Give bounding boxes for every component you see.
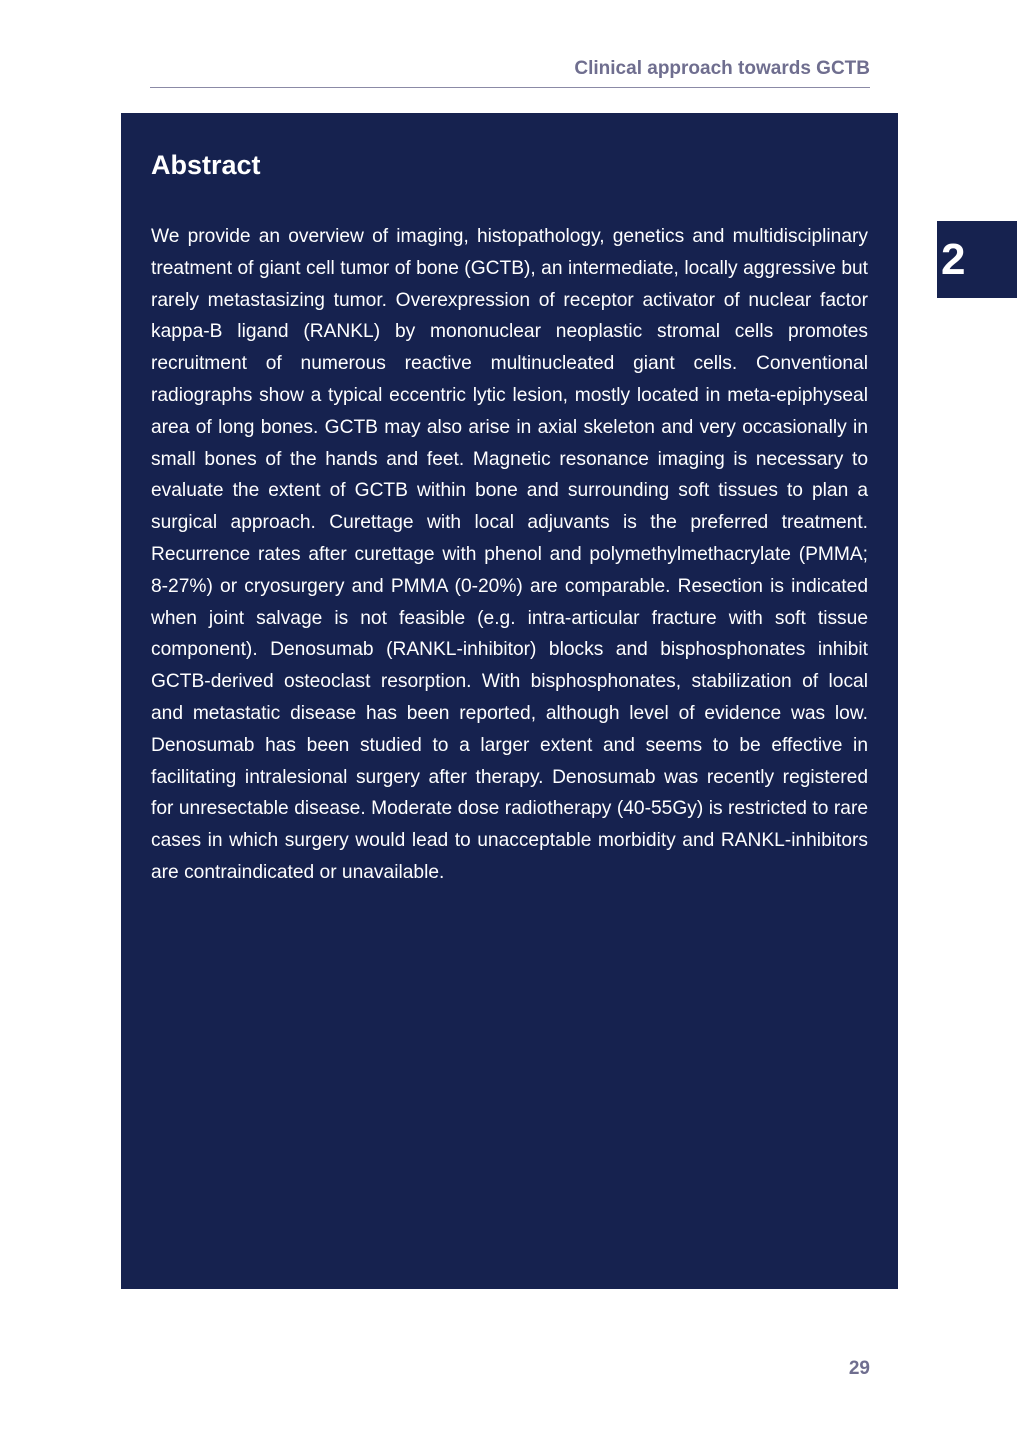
abstract-body-text: We provide an overview of imaging, histopathology, genetics and multidisciplinary treatment of giant cell tumor of bone (GCTB), an intermediate, locally aggressive but rarely metastasizing tumor. Overexpression of receptor activator of nuclear factor kappa-B ligand (RANKL) by mononuclear neoplastic stromal cells promotes recruitment of numerous reactive multinucleated giant cells. Conventional radiographs show a typical eccentric lytic lesion, mostly located in meta-epiphyseal area of long bones. GCTB may also arise in axial skeleton and very occasionally in small bones of the hands and feet. Magnetic resonance imaging is necessary to evaluate the extent of GCTB within bone and surrounding soft tissues to plan a surgical approach. Curettage with local adjuvants is the preferred treatment. Recurrence rates after curettage with phenol and polymethylmethacrylate (PMMA; 8-27%) or cryosurgery and PMMA (0-20%) are comparable. Resection is indicated when joint salvage is not feasible (e.g. intra-articular fracture with soft tissue component). Denosumab (RANKL-inhibitor) blocks and bisphosphonates inhibit GCTB-derived osteoclast resorption. With bisphosphonates, stabilization of local and metastatic disease has been reported, although level of evidence was low. Denosumab has been studied to a larger extent and seems to be effective in facilitating intralesional surgery after therapy. Denosumab was recently registered for unresectable disease. Moderate dose radiotherapy (40-55Gy) is restricted to rare cases in which surgery would lead to unacceptable morbidity and RANKL-inhibitors are contraindicated or unavailable. — [151, 226, 868, 883]
abstract-heading: Abstract — [151, 150, 261, 180]
chapter-number-tab: 2 — [937, 221, 1017, 298]
abstract-section — [121, 113, 898, 1289]
running-header: Clinical approach towards GCTB — [150, 56, 870, 88]
page-number: 29 — [848, 1358, 870, 1379]
